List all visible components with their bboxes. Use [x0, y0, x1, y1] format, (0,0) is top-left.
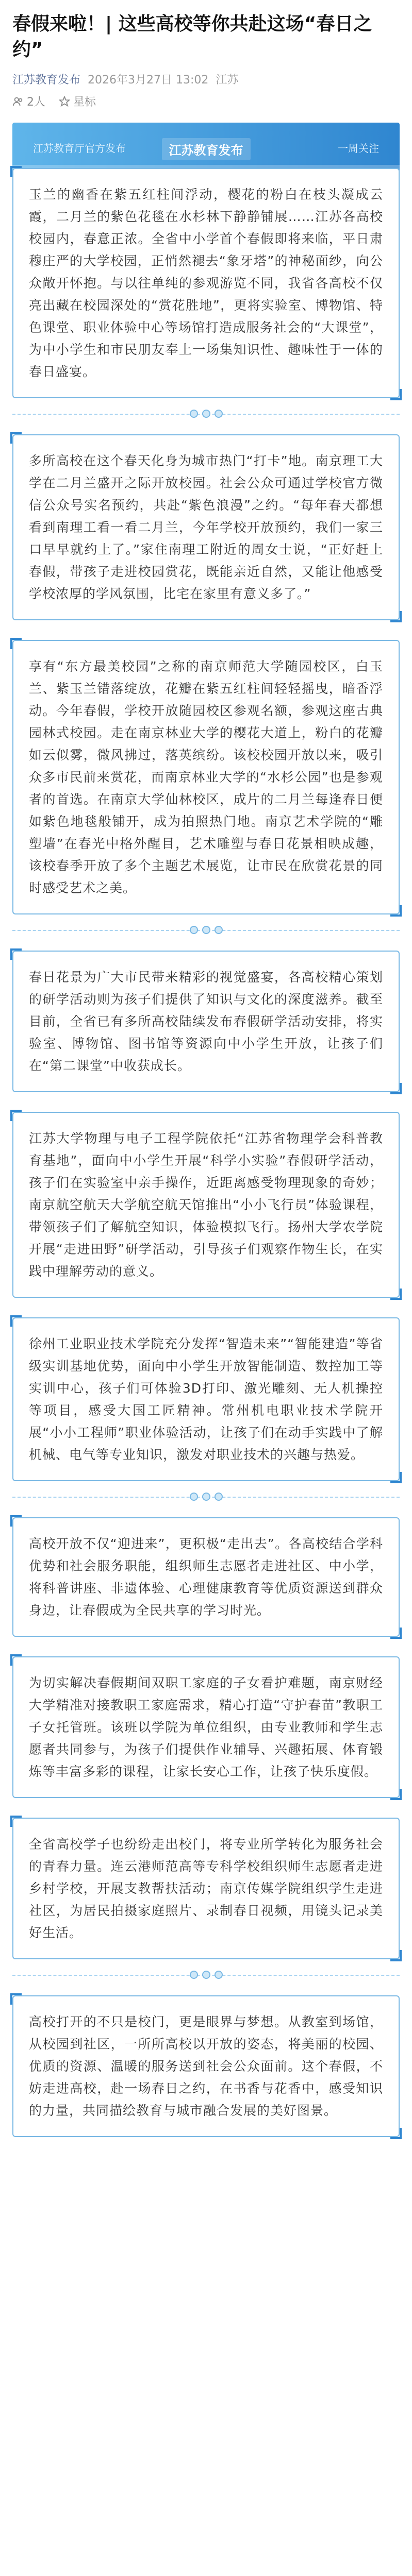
- divider-dots: [190, 1971, 223, 1979]
- paragraph: 高校打开的不只是校门，更是眼界与梦想。从教室到场馆，从校园到社区，一所所高校以开放的姿态，将美丽的校园、优质的资源、温暖的服务送到社会公众面前。这个春假，不妨走进高校，赴一场春日之约，在书香与花香中，感受知识的力量，共同描绘教育与城市融合发展的美好图景。: [29, 2014, 383, 2118]
- divider-dots: [190, 926, 223, 934]
- people-count: [12, 93, 45, 109]
- paragraph: 江苏大学物理与电子工程学院依托“江苏省物理学会科普教育基地”，面向中小学生开展“科学小实验”春假研学活动，孩子们在实验室中亲手操作，近距离感受物理现象的奇妙；南京航空航天大学航空航天馆推出“小小飞行员”体验课程，带领孩子们了解航空知识，体验模拟飞行。扬州大学农学院开展“走进田野”研学活动，引导孩子们观察作物生长，在实践中理解劳动的意义。: [29, 1131, 383, 1279]
- divider: [12, 1975, 400, 1976]
- banner-center-text: 江苏教育发布: [162, 138, 251, 160]
- publish-location: 江苏: [216, 74, 239, 87]
- star-icon: [59, 96, 70, 107]
- divider: [12, 414, 400, 415]
- account-name-link[interactable]: 江苏教育发布: [12, 74, 81, 87]
- article-title: 春假来啦！| 这些高校等你共赴这场“春日之约”: [12, 13, 372, 60]
- publish-date: 2026年3月27日 13:02: [88, 74, 209, 87]
- article-header: [0, 0, 412, 114]
- star-favorite-button[interactable]: [59, 93, 96, 109]
- paragraph: 高校开放不仅“迎进来”，更积极“走出去”。各高校结合学科优势和社会服务职能，组织师生志愿者走进社区、中小学，将科普讲座、非遗体验、心理健康教育等优质资源送到群众身边，让春假成为全民共享的学习时光。: [29, 1536, 383, 1618]
- paragraph: 徐州工业职业技术学院充分发挥“智造未来”“智能建造”等省级实训基地优势，面向中小学生开放智能制造、数控加工等实训中心，孩子们可体验3D打印、激光雕刻、无人机操控等项目，感受大国工匠精神。常州机电职业技术学院开展“小小工程师”职业体验活动，让孩子们在动手实践中了解机械、电气等专业知识，激发对职业技术的兴趣与热爱。: [29, 1336, 383, 1462]
- divider-dots: [190, 1493, 223, 1501]
- divider-dots: [190, 410, 223, 418]
- content-card: [12, 168, 400, 398]
- article-stats: [12, 93, 400, 109]
- content-card: [12, 1995, 400, 2137]
- content-card: [12, 1112, 400, 1298]
- divider: [12, 930, 400, 931]
- paragraph: 享有“东方最美校园”之称的南京师范大学随园校区，白玉兰、紫玉兰错落绽放，花瓣在紫五红柱间轻轻摇曳，暗香浮动。今年春假，学校开放随园校区参观名额，参观这座古典园林式校园。走在南京林业大学的樱花大道上，粉白的花瓣如云似雾，微风拂过，落英缤纷。该校校园开放以来，吸引众多市民前来赏花，而南京林业大学的“水杉公园”也是参观者的首选。在南京大学仙林校区，成片的二月兰每逢春日便如紫色地毯般铺开，成为拍照热门地。南京艺术学院的“雕塑墙”在春光中格外醒目，艺术雕塑与春日花景相映成趣，该校春季开放了多个主题艺术展览，让市民在欣赏花景的同时感受艺术之美。: [29, 659, 383, 895]
- paragraph: 为切实解决春假期间双职工家庭的子女看护难题，南京财经大学精准对接教职工家庭需求，精心打造“守护春苗”教职工子女托管班。该班以学院为单位组织，由专业教师和学生志愿者共同参与，为孩子们提供作业辅导、兴趣拓展、体育锻炼等丰富多彩的课程，让家长安心工作，让孩子快乐度假。: [29, 1675, 383, 1779]
- content-card: [12, 1656, 400, 1798]
- paragraph: 多所高校在这个春天化身为城市热门“打卡”地。南京理工大学在二月兰盛开之际开放校园。社会公众可通过学校官方微信公众号实名预约，共赴“紫色浪漫”之约。“每年春天都想看到南理工看一看二月兰，今年学校开放预约，我们一家三口早早就约上了。”家住南理工附近的周女士说，“正好赶上春假，带孩子走进校园赏花，既能亲近自然，又能让他感受学校浓厚的学风氛围，比宅在家里有意义多了。”: [29, 453, 383, 601]
- content-card: [12, 640, 400, 914]
- article-content: [0, 168, 412, 2137]
- content-card: [12, 1517, 400, 1637]
- paragraph: 全省高校学子也纷纷走出校门，将专业所学转化为服务社会的青春力量。连云港师范高等专科学校组织师生志愿者走进乡村学校，开展支教帮扶活动；南京传媒学院组织学生走进社区，为居民拍摄家庭照片、录制春日视频，用镜头记录美好生活。: [29, 1837, 383, 1940]
- content-card: [12, 434, 400, 620]
- content-card: [12, 1818, 400, 1959]
- paragraph: 春日花景为广大市民带来精彩的视觉盛宴，各高校精心策划的研学活动则为孩子们提供了知识与文化的深度滋养。截至目前，全省已有多所高校陆续发布春假研学活动安排，将实验室、博物馆、图书馆等资源向中小学生开放，让孩子们在“第二课堂”中收获成长。: [29, 970, 383, 1073]
- banner-right-text: 一周关注: [338, 142, 379, 155]
- people-count-text: 2人: [27, 96, 45, 109]
- divider: [12, 1497, 400, 1498]
- header-banner: [12, 123, 400, 172]
- article-meta: [12, 71, 400, 87]
- people-icon: [12, 96, 24, 107]
- banner-left-text: 江苏教育厅官方发布: [33, 142, 126, 155]
- content-card: [12, 1317, 400, 1481]
- favorite-label: 星标: [73, 96, 96, 109]
- content-card: [12, 951, 400, 1092]
- paragraph: 玉兰的幽香在紫五红柱间浮动，樱花的粉白在枝头凝成云霞，二月兰的紫色花毯在水杉林下静静铺展……江苏各高校校园内，春意正浓。全省中小学首个春假即将来临，平日肃穆庄严的大学校园，正悄然褪去“象牙塔”的神秘面纱，向公众敞开怀抱。与以往单纯的参观游览不同，我省各高校不仅亮出藏在校园深处的“赏花胜地”，更将实验室、博物馆、特色课堂、职业体验中心等场馆打造成服务社会的“大课堂”，为中小学生和市民朋友奉上一场集知识性、趣味性于一体的春日盛宴。: [29, 187, 383, 379]
